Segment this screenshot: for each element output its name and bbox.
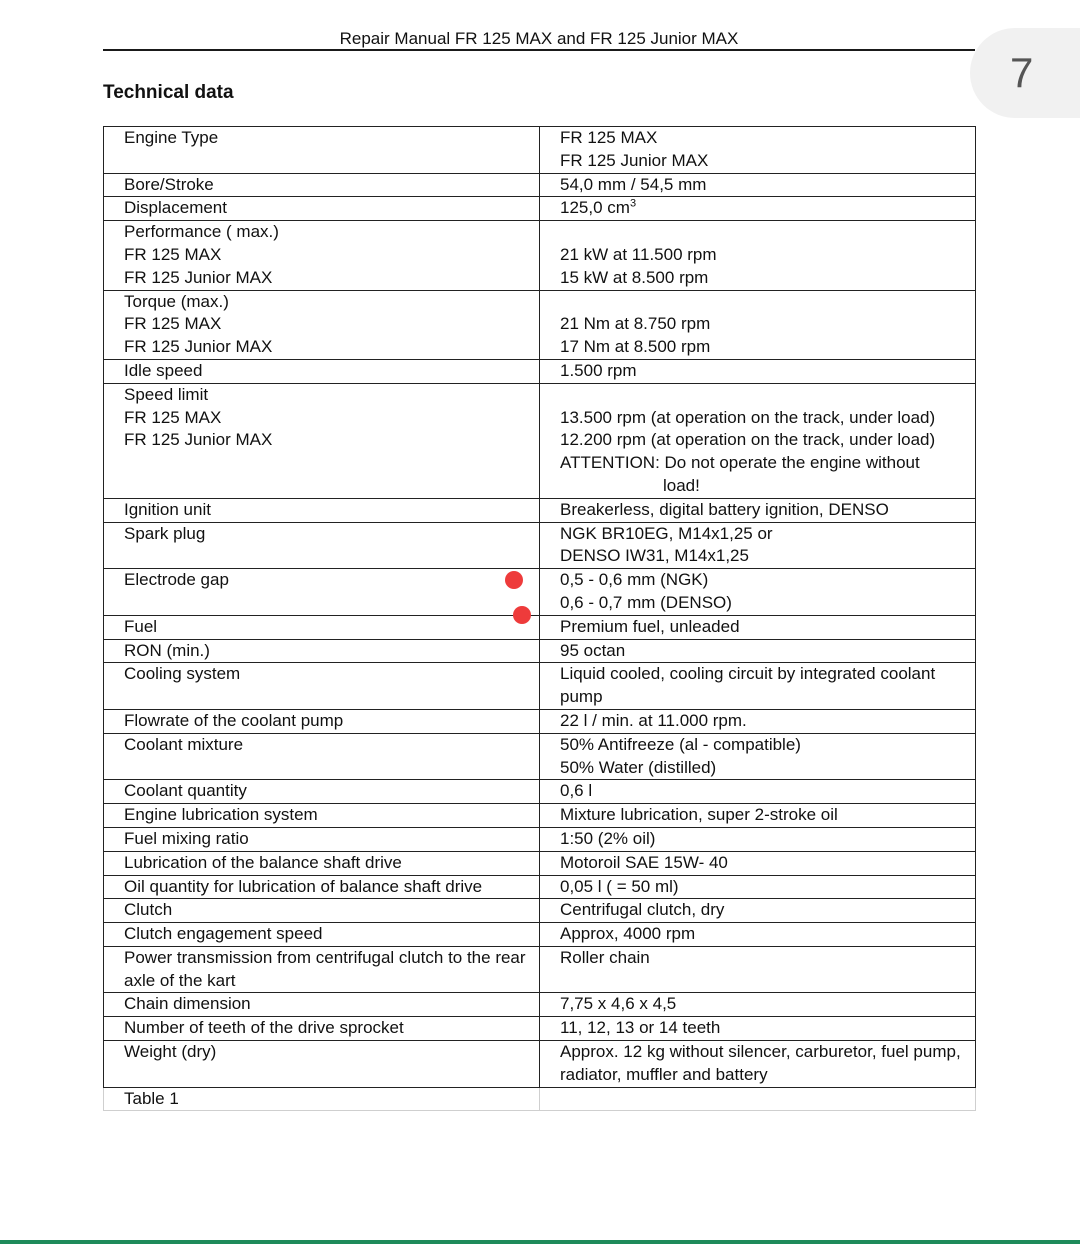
row-label: Oil quantity for lubrication of balance shaft drive (104, 875, 540, 899)
header-divider (103, 49, 975, 51)
table-row (104, 197, 976, 221)
row-label: Engine lubrication system (104, 804, 540, 828)
row-value (540, 383, 976, 498)
table-row (104, 522, 976, 569)
row-label: Engine Type (104, 127, 540, 174)
table-row (104, 359, 976, 383)
table-row (104, 1017, 976, 1041)
table-row (104, 923, 976, 947)
table-row (104, 993, 976, 1017)
row-value: 0,5 - 0,6 mm (NGK) 0,6 - 0,7 mm (DENSO) (540, 569, 976, 616)
table-row (104, 173, 976, 197)
row-label: Bore/Stroke (104, 173, 540, 197)
row-value: 1:50 (2% oil) (540, 827, 976, 851)
table-row (104, 383, 976, 498)
row-label: Idle speed (104, 359, 540, 383)
page-number: 7 (1010, 49, 1034, 96)
page-header-title: Repair Manual FR 125 MAX and FR 125 Junior MAX (339, 29, 739, 48)
row-value: 22 l / min. at 11.000 rpm. (540, 709, 976, 733)
displacement-value: 125,0 cm (560, 198, 630, 218)
row-label: Ignition unit (104, 498, 540, 522)
technical-data-table (103, 126, 976, 1111)
row-value: 50% Antifreeze (al - compatible) 50% Water (distilled) (540, 733, 976, 780)
row-value (540, 197, 976, 221)
row-label: Chain dimension (104, 993, 540, 1017)
table-row (104, 827, 976, 851)
table-row (104, 1041, 976, 1088)
row-value: Mixture lubrication, super 2-stroke oil (540, 804, 976, 828)
table-caption: Table 1 (104, 1087, 540, 1111)
row-value: Roller chain (540, 946, 976, 993)
row-value: 11, 12, 13 or 14 teeth (540, 1017, 976, 1041)
row-value: 0,6 l (540, 780, 976, 804)
table-row (104, 780, 976, 804)
row-label: Fuel mixing ratio (104, 827, 540, 851)
table-row (104, 221, 976, 290)
row-label: Speed limit FR 125 MAX FR 125 Junior MAX (104, 383, 540, 498)
row-value: Motoroil SAE 15W- 40 (540, 851, 976, 875)
row-label: Spark plug (104, 522, 540, 569)
table-row (104, 639, 976, 663)
attention-note: ATTENTION: Do not operate the engine without (560, 453, 920, 473)
row-label: Cooling system (104, 663, 540, 710)
row-value: Approx, 4000 rpm (540, 923, 976, 947)
attention-note-continuation: load! (663, 475, 700, 495)
table-row (104, 127, 976, 174)
row-value: Liquid cooled, cooling circuit by integrated coolant pump (540, 663, 976, 710)
table-caption-empty-cell (540, 1087, 976, 1111)
table-row (104, 851, 976, 875)
row-label: Coolant quantity (104, 780, 540, 804)
cubic-superscript: 3 (629, 197, 637, 210)
row-label: Electrode gap (104, 569, 540, 616)
table-row (104, 804, 976, 828)
row-label: Clutch (104, 899, 540, 923)
row-value: Centrifugal clutch, dry (540, 899, 976, 923)
row-value: 21 Nm at 8.750 rpm 17 Nm at 8.500 rpm (540, 290, 976, 359)
table-row (104, 899, 976, 923)
row-label: Clutch engagement speed (104, 923, 540, 947)
row-value: 54,0 mm / 54,5 mm (540, 173, 976, 197)
table-row (104, 663, 976, 710)
row-label: Lubrication of the balance shaft drive (104, 851, 540, 875)
row-value: Premium fuel, unleaded (540, 615, 976, 639)
row-value: NGK BR10EG, M14x1,25 or DENSO IW31, M14x1,25 (540, 522, 976, 569)
row-label: Coolant mixture (104, 733, 540, 780)
footer-divider (0, 1240, 1080, 1244)
row-label: RON (min.) (104, 639, 540, 663)
table-row (104, 733, 976, 780)
row-label: Weight (dry) (104, 1041, 540, 1088)
spark-plug-change-marker (505, 571, 523, 589)
row-label: Number of teeth of the drive sprocket (104, 1017, 540, 1041)
table-row (104, 615, 976, 639)
speed-limit-values: 13.500 rpm (at operation on the track, under load) 12.200 rpm (at operation on the track, under load) (560, 407, 936, 450)
table-row (104, 290, 976, 359)
table-row (104, 498, 976, 522)
electrode-gap-change-marker (513, 606, 531, 624)
row-value: 21 kW at 11.500 rpm 15 kW at 8.500 rpm (540, 221, 976, 290)
table-caption-row (104, 1087, 976, 1111)
row-value: FR 125 MAX FR 125 Junior MAX (540, 127, 976, 174)
row-value: 1.500 rpm (540, 359, 976, 383)
row-value: 95 octan (540, 639, 976, 663)
row-label: Displacement (104, 197, 540, 221)
row-value: 7,75 x 4,6 x 4,5 (540, 993, 976, 1017)
table-row (104, 875, 976, 899)
section-title: Technical data (103, 82, 234, 103)
row-label: Fuel (104, 615, 540, 639)
table-row (104, 709, 976, 733)
row-value: Breakerless, digital battery ignition, DENSO (540, 498, 976, 522)
table-row (104, 946, 976, 993)
row-label: Flowrate of the coolant pump (104, 709, 540, 733)
row-value: 0,05 l ( = 50 ml) (540, 875, 976, 899)
row-label: Torque (max.) FR 125 MAX FR 125 Junior MAX (104, 290, 540, 359)
row-label: Performance ( max.) FR 125 MAX FR 125 Junior MAX (104, 221, 540, 290)
row-value: Approx. 12 kg without silencer, carburetor, fuel pump, radiator, muffler and battery (540, 1041, 976, 1088)
table-row (104, 569, 976, 616)
row-label: Power transmission from centrifugal clutch to the rear axle of the kart (104, 946, 540, 993)
